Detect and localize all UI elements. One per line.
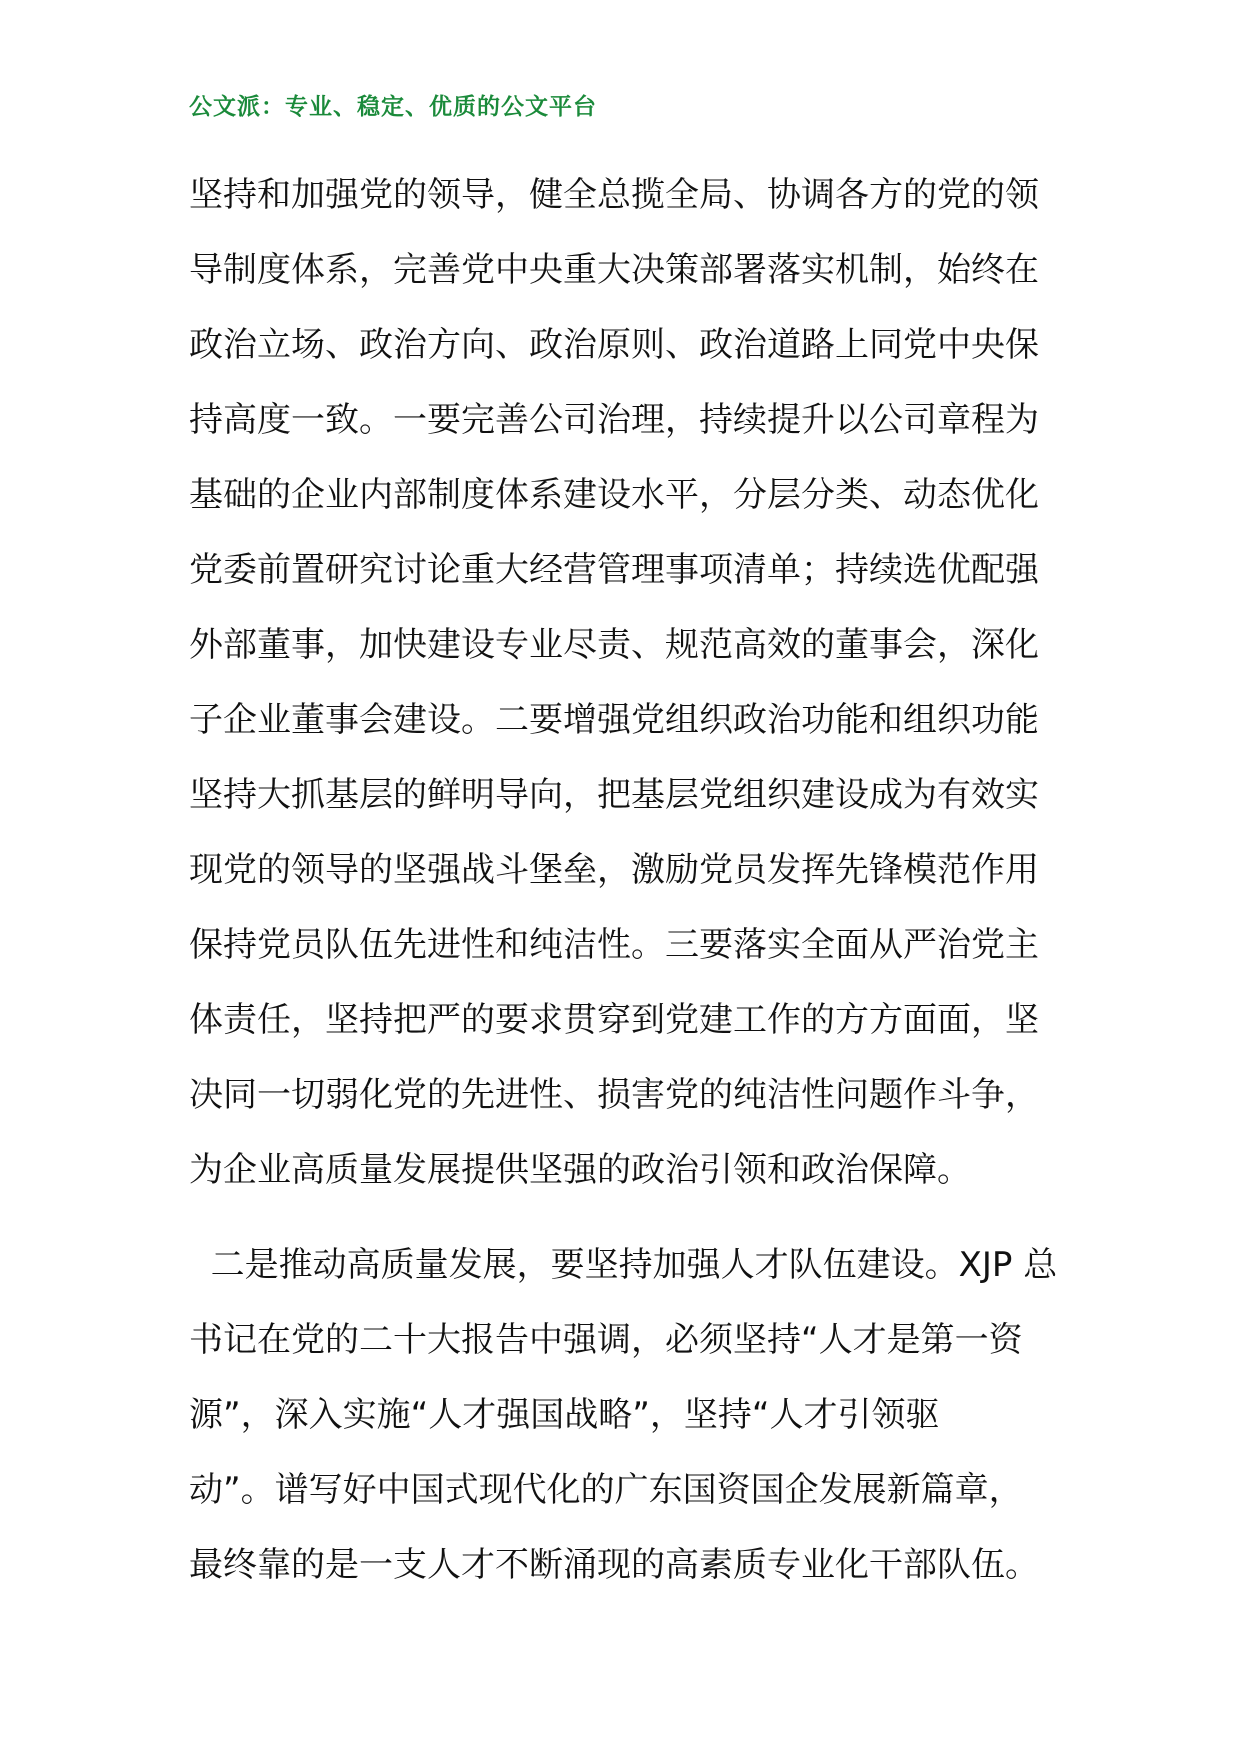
text-line: 持高度一致。一要完善公司治理，持续提升以公司章程为 [189,400,1039,440]
paragraph-1 [189,158,1059,1208]
text-line: 决同一切弱化党的先进性、损害党的纯洁性问题作斗争， [189,1075,1039,1115]
text-line: 党委前置研究讨论重大经营管理事项清单；持续选优配强 [189,550,1039,590]
text-line: 动”。谱写好中国式现代化的广东国资国企发展新篇章， [189,1470,1023,1510]
text-line: 导制度体系，完善党中央重大决策部署落实机制，始终在 [189,250,1039,290]
text-line: 子企业董事会建设。二要增强党组织政治功能和组织功能 [189,700,1039,740]
text-line: 保持党员队伍先进性和纯洁性。三要落实全面从严治党主 [189,925,1039,965]
text-line: 坚持和加强党的领导，健全总揽全局、协调各方的党的领 [189,175,1039,215]
text-line: 书记在党的二十大报告中强调，必须坚持“人才是第一资 [189,1320,1023,1360]
header-banner: 公文派：专业、稳定、优质的公文平台 [189,94,597,120]
text-line: 现党的领导的坚强战斗堡垒，激励党员发挥先锋模范作用 [189,850,1039,890]
text-line: 体责任，坚持把严的要求贯穿到党建工作的方方面面，坚 [189,1000,1039,1040]
text-line: 最终靠的是一支人才不断涌现的高素质专业化干部队伍。 [189,1545,1039,1585]
paragraph-2 [189,1228,1059,1603]
text-line: 外部董事，加快建设专业尽责、规范高效的董事会，深化 [189,625,1039,665]
text-line: 为企业高质量发展提供坚强的政治引领和政治保障。 [189,1150,971,1190]
text-line: 源”，深入实施“人才强国战略”，坚持“人才引领驱 [189,1395,940,1435]
text-line: 基础的企业内部制度体系建设水平，分层分类、动态优化 [189,475,1039,515]
text-line: 坚持大抓基层的鲜明导向，把基层党组织建设成为有效实 [189,775,1039,815]
text-line: 政治立场、政治方向、政治原则、政治道路上同党中央保 [189,325,1039,365]
text-line: 二是推动高质量发展，要坚持加强人才队伍建设。XJP 总 [189,1245,1058,1285]
